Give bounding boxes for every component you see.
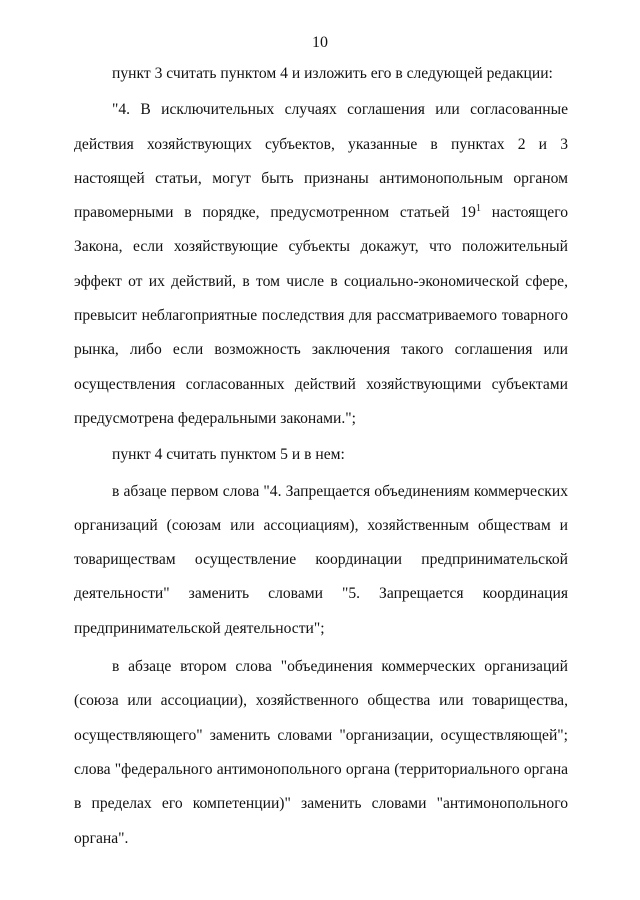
article-superscript: 1 [475, 203, 481, 215]
page-number: 10 [312, 34, 328, 51]
paragraph-5: в абзаце втором слова "объединения коммерческих организаций (союза или ассоциации), хозяйственного общества или товарищества, осуществляющего" заменить словами "организации, осуществляющей"; слова "федерального антимонопольного органа (территориального органа в пределах его компетенции)" заменить словами "антимонопольного органа". [74, 658, 568, 847]
paragraph-2 [74, 93, 568, 436]
paragraph-4: в абзаце первом слова "4. Запрещается объединениям коммерческих организаций (союзам или ассоциациям), хозяйственным обществам и товариществам осуществление координации предпринимательской деятельности" заменить словами "5. Запрещается координация предпринимательской деятельности"; [74, 482, 568, 637]
paragraph-3: пункт 4 считать пунктом 5 и в нем: [112, 446, 345, 464]
paragraph-1: пункт 3 считать пунктом 4 и изложить его в следующей редакции: [112, 65, 553, 82]
document-body [74, 57, 568, 856]
paragraph-2-start: "4. В исключительных случаях соглашения или согласованные действия хозяйствующих субъектов, указанные в пунктах 2 и 3 настоящей статьи, могут быть признаны антимонопольным органом правомерными в порядке, предусмотренном статьей 19 [74, 101, 568, 222]
paragraph-2-end: настоящего Закона, если хозяйствующие субъекты докажут, что положительный эффект от их действий, в том числе в социально-экономической сфере, превысит неблагоприятные последствия для рассматриваемого товарного рынка, либо если возможность заключения такого соглашения или осуществления согласованных действий хозяйствующими субъектами предусмотрена федеральными законами."; [74, 204, 568, 427]
